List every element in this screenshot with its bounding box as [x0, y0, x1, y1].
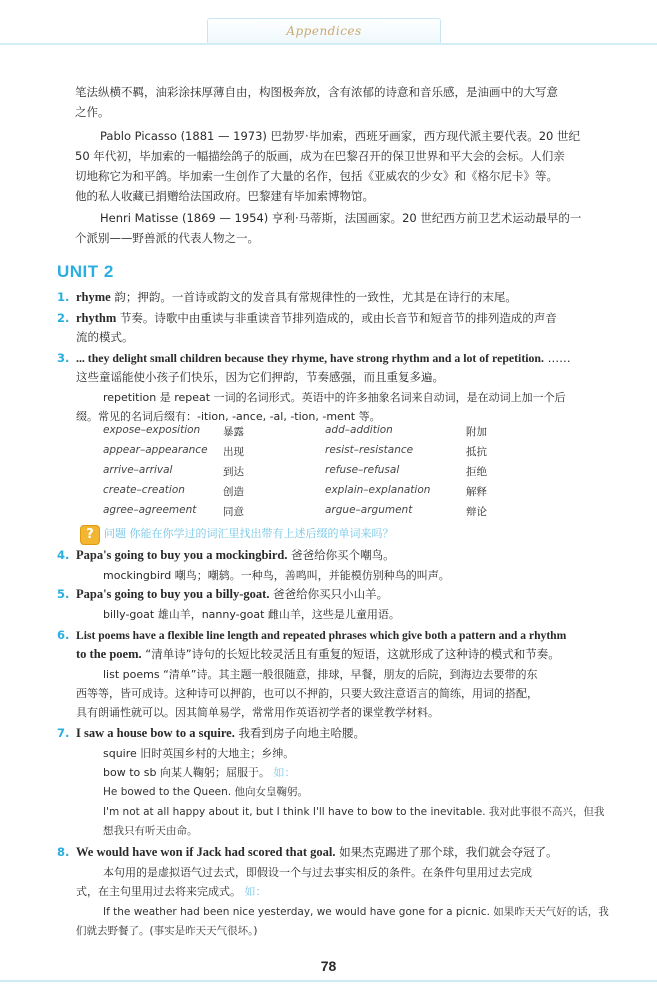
word-pair: expose–exposition [103, 424, 201, 436]
sentence: ... they delight small children because they rhyme, have strong rhythm and a lot of repetition. [76, 351, 544, 365]
meaning: 暴露 [223, 426, 244, 438]
unit-heading: UNIT 2 [57, 262, 114, 281]
intro-line: 笔法纵横不羁，油彩涂抹厚薄自由，构图极奔放，含有浓郁的诗意和音乐感，是油画中的大写意 [75, 85, 558, 99]
note-item-1 [57, 288, 517, 307]
explanation-line: 本句用的是虚拟语气过去式，即假设一个与过去事实相反的条件。在条件句里用过去完成 [103, 866, 532, 879]
picasso-line: 50 年代初，毕加索的一幅描绘鸽子的版画，成为在巴黎召开的保卫世界和平大会的会标。人们亲 [75, 149, 565, 163]
explanation-line: 具有朗诵性就可以。因其简单易学，常常用作英语初学者的课堂教学材料。 [76, 706, 439, 719]
item-number: 6. [57, 628, 70, 642]
meaning: 出现 [223, 446, 244, 458]
note-item-5 [57, 585, 388, 604]
note-item-2 [57, 309, 557, 328]
word-pair: arrive–arrival [103, 464, 173, 476]
picasso-line: 他的私人收藏已捐赠给法国政府。巴黎建有毕加索博物馆。 [75, 189, 374, 203]
translation: 如果杰克踢进了那个球，我们就会夺冠了。 [335, 845, 558, 859]
suffix-word-table [103, 424, 543, 524]
translation: 爸爸给你买个嘲鸟。 [287, 548, 395, 562]
explanation-text: 式，在主句里用过去将来完成式。 [76, 885, 241, 898]
ellipsis: …… [543, 351, 571, 365]
meaning: 拒绝 [466, 466, 487, 478]
example-sentence: 想我只有听天由命。 [103, 825, 198, 837]
explanation-line [76, 882, 267, 901]
item-number: 4. [57, 548, 70, 562]
word-row [103, 424, 543, 444]
explanation-line: mockingbird 嘲鸟；嘲鸫。一种鸟，善鸣叫，并能模仿别种鸟的叫声。 [103, 569, 450, 582]
question-mark-icon: ? [80, 525, 100, 545]
item-number: 8. [57, 845, 70, 859]
translation: 这些童谣能使小孩子们快乐，因为它们押韵，节奏感强，而且重复多遍。 [76, 370, 444, 384]
word-pair: create–creation [103, 484, 185, 496]
explanation-line: billy-goat 雄山羊，nanny-goat 雌山羊，这些是儿童用语。 [103, 608, 400, 621]
term: rhyme [76, 290, 111, 304]
example-sentence: If the weather had been nice yesterday, we would have gone for a picnic. 如果昨天天气好的话，我 [103, 906, 609, 918]
word-pair: agree–agreement [103, 504, 197, 516]
translation: 爸爸给你买只小山羊。 [269, 587, 389, 601]
note-item-6 [57, 626, 566, 645]
explanation-line: repetition 是 repeat 一词的名词形式。英语中的许多抽象名词来自动词，是在动词上加一个后 [103, 391, 566, 404]
item-number: 7. [57, 726, 70, 740]
picasso-line: 切地称它为和平鸽。毕加索一生创作了大量的名作，包括《亚威农的少女》和《格尔尼卡》等。 [75, 169, 558, 183]
note-item-6-cont [76, 645, 560, 664]
matisse-line: 个派别——野兽派的代表人物之一。 [75, 231, 259, 245]
word-row [103, 504, 543, 524]
word-pair: argue–argument [325, 504, 413, 516]
footer-rule [0, 980, 657, 982]
header-title: Appendices [286, 24, 362, 38]
running-header [207, 18, 441, 44]
word-pair: add–addition [325, 424, 393, 436]
intro-line: 之作。 [75, 105, 110, 119]
definition: 节奏。诗歌中由重读与非重读音节排列造成的，或由长音节和短音节的排列造成的声音 [116, 311, 557, 325]
meaning: 同意 [223, 506, 244, 518]
note-item-7 [57, 724, 365, 743]
sentence: I saw a house bow to a squire. [76, 726, 235, 740]
definition-cont: 流的模式。 [76, 330, 134, 344]
definition: 韵；押韵。一首诗或韵文的发音具有常规律性的一致性，尤其是在诗行的末尾。 [110, 290, 517, 304]
word-pair: refuse–refusal [325, 464, 400, 476]
matisse-line: Henri Matisse (1869 — 1954) 亨利·马蒂斯，法国画家。20 世纪西方前卫艺术运动最早的一 [100, 211, 582, 225]
meaning: 解释 [466, 486, 487, 498]
explanation-line: list poems “清单”诗。其主题一般很随意，排球，早餐，朋友的后院，到海边去要带的东 [103, 668, 538, 681]
word-row [103, 444, 543, 464]
note-item-3 [57, 349, 571, 368]
meaning: 抵抗 [466, 446, 487, 458]
explanation-line: squire 旧时英国乡村的大地主；乡绅。 [103, 747, 295, 760]
meaning: 到达 [223, 466, 244, 478]
word-pair: resist–resistance [325, 444, 414, 456]
phrase-meaning: bow to sb 向某人鞠躬；屈服于。 [103, 766, 270, 779]
example-label: 如： [273, 766, 296, 779]
explanation-line: 缀。常见的名词后缀有：-ition, -ance, -al, -tion, -ment 等。 [76, 410, 381, 423]
example-sentence: 们就去野餐了。(事实是昨天天气很坏。) [76, 925, 258, 937]
word-pair: explain–explanation [325, 484, 431, 496]
word-row [103, 484, 543, 504]
explanation-line: 西等等，皆可成诗。这种诗可以押韵，也可以不押韵，只要大致注意语言的简练，用词的搭配， [76, 687, 538, 700]
example-sentence: He bowed to the Queen. 他向女皇鞠躬。 [103, 786, 308, 798]
note-item-8 [57, 843, 558, 862]
word-pair: appear–appearance [103, 444, 208, 456]
example-label: 如： [244, 885, 267, 898]
question-prompt: 问题 你能在你学过的词汇里找出带有上述后缀的单词来吗？ [104, 527, 394, 540]
sentence: to the poem. [76, 647, 142, 661]
explanation-line [103, 763, 295, 782]
item-number: 5. [57, 587, 70, 601]
meaning: 创造 [223, 486, 244, 498]
meaning: 辩论 [466, 506, 487, 518]
translation: “清单诗”诗句的长短比较灵活且有重复的短语，这就形成了这种诗的模式和节奏。 [141, 647, 560, 661]
item-number: 3. [57, 351, 70, 365]
picasso-line: Pablo Picasso (1881 — 1973) 巴勃罗·毕加索，西班牙画家，西方现代派主要代表。20 世纪 [100, 129, 580, 143]
sentence: List poems have a flexible line length and repeated phrases which give both a pattern and a rhythm [76, 629, 567, 642]
header-rule [0, 43, 657, 45]
sentence: Papa's going to buy you a billy-goat. [76, 587, 270, 601]
word-row [103, 464, 543, 484]
sentence: We would have won if Jack had scored that goal. [76, 845, 336, 859]
note-item-4 [57, 546, 395, 565]
item-number: 1. [57, 290, 70, 304]
sentence: Papa's going to buy you a mockingbird. [76, 548, 288, 562]
example-sentence: I'm not at all happy about it, but I think I'll have to bow to the inevitable. 我对此事很不高兴，但我 [103, 806, 605, 818]
term: rhythm [76, 311, 117, 325]
page-number: 78 [320, 958, 337, 974]
item-number: 2. [57, 311, 70, 325]
translation: 我看到房子向地主哈腰。 [234, 726, 365, 740]
meaning: 附加 [466, 426, 487, 438]
